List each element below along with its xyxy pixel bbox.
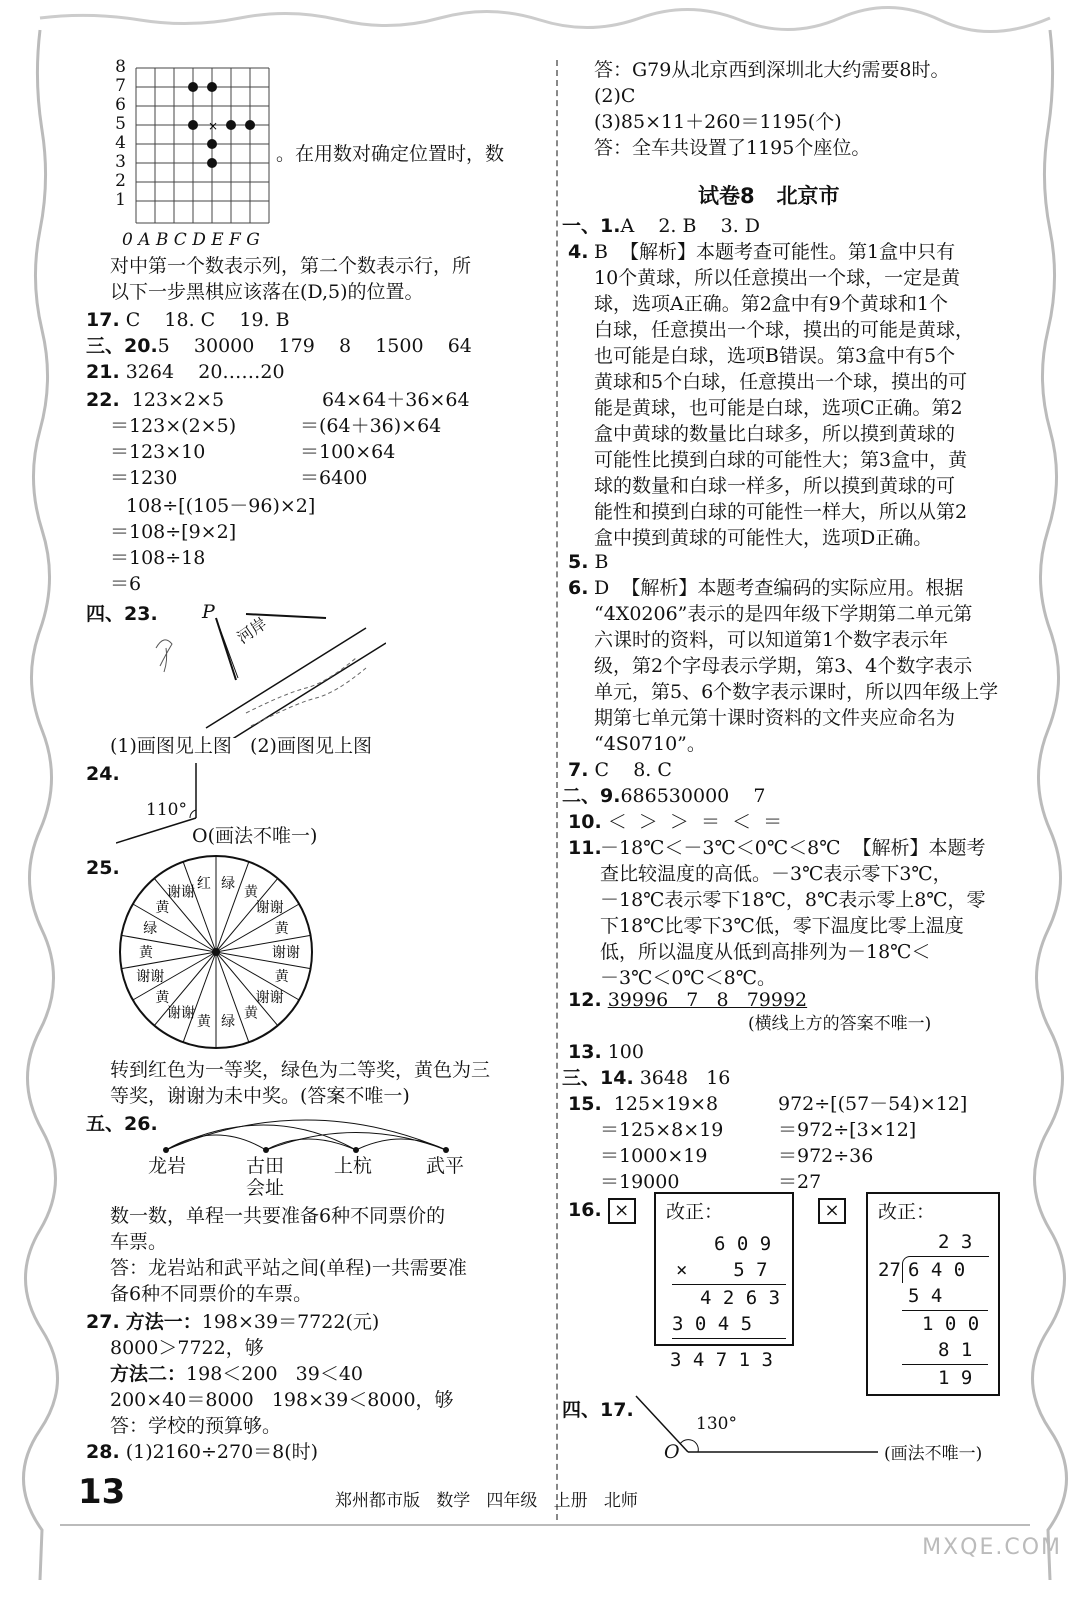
grid-row-labels [112, 58, 126, 210]
answer-text: (1)画图见上图 (2)画图见上图 [110, 735, 372, 757]
wheel-label: 黄 [274, 968, 289, 985]
digits: 3 0 4 5 [672, 1313, 753, 1335]
black-stone [207, 82, 217, 92]
calc: 123×2×5 [131, 389, 225, 411]
analysis-line: 白球，任意摸出一个球，摸出的可能是黄球， [594, 319, 975, 341]
black-stone [207, 139, 217, 149]
wheel-label: 谢谢 [167, 1005, 195, 1022]
wheel-label: 黄 [244, 884, 258, 901]
row-label: 6 [115, 95, 126, 115]
calc: ＝(64＋36)×64 [300, 415, 442, 437]
wrong-mark-box: × [818, 1198, 846, 1224]
wheel-label: 黄 [274, 921, 289, 938]
calc: ＝1230 [110, 467, 178, 489]
q-number: 四、23. [86, 603, 158, 625]
q-number: 13. [568, 1041, 602, 1063]
calc: ＝123×10 [110, 441, 206, 463]
analysis-line: 盒中摸到黄球的可能性大，选项D正确。 [594, 527, 933, 549]
calc: ＝100×64 [300, 441, 396, 463]
analysis-line: 六课时的资料，可以知道第1个数字表示年 [594, 629, 949, 651]
q-number: 一、1. [562, 215, 621, 237]
row-label: 3 [115, 152, 126, 172]
station-name: 武平 [426, 1155, 465, 1177]
digits: 1 0 0 [922, 1313, 980, 1335]
fix-label: 改正： [666, 1201, 724, 1223]
angle-origin: O(画法不唯一) [192, 825, 318, 847]
wheel-label: 谢谢 [272, 945, 300, 961]
black-stone [188, 120, 198, 130]
rule [672, 1284, 786, 1285]
answer-line: 答：龙岩站和武平站之间(单程)一共需要准 [110, 1257, 467, 1279]
answer-text: 5 30000 179 8 1500 64 [157, 335, 472, 357]
grid-col-labels: 0 A B C D E F G [122, 230, 260, 250]
river-diagram [146, 598, 386, 738]
calc: 972÷[(57－54)×12] [778, 1093, 968, 1115]
digits: 2 3 [938, 1231, 973, 1253]
q-number: 12. [568, 989, 602, 1011]
answer-line: 以下一步黑棋应该落在(D,5)的位置。 [110, 281, 424, 303]
wheel-label: 红 [196, 876, 211, 893]
analysis-line: 球的数量和白球一样多，所以摸到黄球的可 [594, 475, 956, 497]
fix-label: 改正： [878, 1201, 936, 1223]
station-name: 古田 [246, 1155, 285, 1177]
analysis-line: 下18℃比零下3℃低，零下温度比零上温度 [600, 915, 964, 937]
calc: ＝6400 [300, 467, 368, 489]
wheel-label: 黄 [244, 1005, 258, 1022]
wheel-label: 黄 [155, 900, 170, 917]
calc: 200×40＝8000 198×39＜8000，够 [110, 1389, 454, 1411]
angle-label: 130° [696, 1414, 737, 1434]
answer-text: 3264 20……20 [125, 361, 285, 383]
black-stone [245, 120, 255, 130]
q-number: 28. [86, 1441, 120, 1463]
answer-line: 答：学校的预算够。 [110, 1415, 282, 1437]
wheel-label: 绿 [143, 921, 158, 938]
analysis-line: 可能性比摸到白球的可能性大；第3盒中，黄 [594, 449, 968, 471]
digits: 3 4 7 1 3 [670, 1349, 773, 1371]
rule [902, 1364, 988, 1365]
digits: 5 4 [908, 1285, 943, 1307]
calc: 64×64＋36×64 [322, 389, 470, 411]
analysis-line: 球，选项A正确。第2盒中有9个黄球和1个 [594, 293, 948, 315]
digits: 6 0 9 [714, 1233, 772, 1255]
q-number: 17. [86, 309, 120, 331]
analysis-line: 盒中黄球的数量比白球多，所以摸到黄球的 [594, 423, 956, 445]
wheel-label: 谢谢 [167, 884, 195, 901]
q-number: 21. [86, 361, 120, 383]
wheel-label: 谢谢 [136, 968, 165, 985]
analysis-line: －3℃＜0℃＜8℃。 [600, 967, 777, 989]
analysis-line: 黄球和5个白球，任意摸出一个球，摸出的可 [594, 371, 968, 393]
wheel-label: 绿 [221, 876, 236, 893]
calc: ＝108÷18 [110, 547, 206, 569]
q-number: 24. [86, 763, 120, 785]
calc: ＝1000×19 [600, 1145, 708, 1167]
row-label: 5 [115, 114, 126, 134]
row-label: 4 [115, 133, 126, 153]
calc: 198×39＝7722(元) [201, 1311, 380, 1333]
q-number: 27. [86, 1311, 120, 1333]
q-number: 11. [568, 837, 602, 859]
q-number: 16. [568, 1199, 602, 1221]
calc: 198＜200 39＜40 [186, 1363, 364, 1385]
division-correction [866, 1192, 1000, 1396]
calc: (1)2160÷270＝8(时) [125, 1441, 319, 1463]
answer-text: A 2. B 3. D [620, 215, 761, 237]
answer-line: 转到红色为一等奖，绿色为二等奖，黄色为三 [110, 1059, 491, 1081]
answer-line: (3)85×11＋260＝1195(个) [594, 111, 842, 133]
station-arcs [146, 1110, 476, 1160]
grid-explain: 。在用数对确定位置时，数 [276, 143, 505, 165]
wheel-label: 谢谢 [255, 900, 284, 917]
rule [902, 1310, 988, 1311]
station-name: 上杭 [334, 1155, 373, 1177]
chessboard-grid [126, 58, 276, 233]
digits: 1 9 [938, 1367, 973, 1389]
q-number: 6. [568, 577, 589, 599]
calc: 108÷[(105－96)×2] [126, 495, 316, 517]
answer-line: 等奖，谢谢为未中奖。(答案不唯一) [110, 1085, 410, 1107]
wheel-label: 绿 [221, 1013, 236, 1030]
answer-line: 备6种不同票价的车票。 [110, 1283, 313, 1305]
section-title: 试卷8 北京市 [698, 184, 840, 208]
multiplication-correction [654, 1192, 794, 1346]
calc: 8000＞7722，够 [110, 1337, 264, 1359]
q-number: 四、17. [562, 1399, 634, 1421]
footer-text: 郑州都市版 数学 四年级 上册 北师 [335, 1491, 638, 1511]
answer-text: 3648 16 [639, 1067, 731, 1089]
analysis-line: B 【解析】本题考查可能性。第1盒中只有 [594, 241, 956, 263]
calc: ＝6 [110, 573, 142, 595]
analysis-line: －18℃＜－3℃＜0℃＜8℃ 【解析】本题考 [600, 837, 986, 859]
target-x-mark: × [208, 119, 219, 133]
black-stone [207, 158, 217, 168]
answer-line: 数一数，单程一共要准备6种不同票价的 [110, 1205, 446, 1227]
calc: 125×19×8 [613, 1093, 719, 1115]
analysis-line: －18℃表示零下18℃，8℃表示零上8℃，零 [600, 889, 986, 911]
person-icon [156, 640, 172, 672]
calc: ＝27 [778, 1171, 822, 1193]
method-label: 方法一： [125, 1311, 202, 1333]
answer-text: C 18. C 19. B [125, 309, 290, 331]
row-label: 1 [115, 190, 126, 210]
q-number: 25. [86, 857, 120, 879]
page-number: 13 [78, 1472, 126, 1512]
answer-text: ＜ ＞ ＞ ＝ ＜ ＝ [607, 811, 783, 833]
q-number: 22. [86, 389, 120, 411]
analysis-line: 能性和摸到白球的可能性一样大，所以从第2 [594, 501, 968, 523]
q-number: 三、20. [86, 335, 158, 357]
calc: ＝19000 [600, 1171, 680, 1193]
point-p: P [202, 601, 215, 623]
answer-text: B [594, 551, 609, 573]
black-stone [226, 120, 236, 130]
analysis-line: 低，所以温度从低到高排列为－18℃＜ [600, 941, 931, 963]
analysis-line: 10个黄球，所以任意摸出一个球，一定是黄 [594, 267, 961, 289]
spinner-wheel [116, 852, 316, 1052]
calc: ＝123×(2×5) [110, 415, 237, 437]
analysis-line: “4X0206”表示的是四年级下学期第二单元第 [594, 603, 973, 625]
analysis-line: 也可能是白球，选项B错误。第3盒中有5个 [594, 345, 956, 367]
station-sub: 会址 [246, 1177, 285, 1199]
answer-line: 车票。 [110, 1231, 168, 1253]
method-label: 方法二： [110, 1363, 187, 1385]
angle-origin: O [664, 1441, 680, 1463]
analysis-line: 级，第2个字母表示学期，第3、4个数字表示 [594, 655, 973, 677]
black-stone [188, 82, 198, 92]
column-divider [556, 60, 558, 1520]
answer-text: C 8. C [594, 759, 672, 781]
digits: 27 [878, 1259, 901, 1281]
q-number: 7. [568, 759, 589, 781]
answer-line: 对中第一个数表示列，第二个数表示行，所 [110, 255, 472, 277]
q-number: 5. [568, 551, 589, 573]
digits: × 5 7 [676, 1259, 768, 1281]
wheel-label: 黄 [196, 1013, 211, 1030]
analysis-line: 能是黄球，也可能是白球，选项C正确。第2 [594, 397, 963, 419]
angle-label: 110° [146, 800, 187, 820]
analysis-line: 查比较温度的高低。－3℃表示零下3℃， [600, 863, 952, 885]
answer-line: (2)C [594, 85, 636, 107]
calc: ＝972÷36 [778, 1145, 874, 1167]
calc: ＝108÷[9×2] [110, 521, 237, 543]
answer-text: 39996 7 8 79992 [607, 989, 808, 1011]
digits: 6 4 0 [908, 1259, 966, 1281]
calc: ＝125×8×19 [600, 1119, 724, 1141]
answer-line: 答：G79从北京西到深圳北大约需要8时。 [594, 59, 950, 81]
analysis-line: D 【解析】本题考查编码的实际应用。根据 [594, 577, 964, 599]
analysis-line: 期第七单元第十课时资料的文件夹应命名为 [594, 707, 956, 729]
answer-text: 686530000 7 [620, 785, 766, 807]
river-label: 河岸 [233, 613, 271, 648]
row-label: 8 [115, 57, 126, 77]
note: (横线上方的答案不唯一) [748, 1014, 932, 1034]
q-number: 二、9. [562, 785, 621, 807]
wrong-mark-box: × [608, 1198, 636, 1224]
note: (画法不唯一) [884, 1444, 983, 1464]
calc: ＝972÷[3×12] [778, 1119, 917, 1141]
digits: 8 1 [938, 1339, 973, 1361]
q-number: 15. [568, 1093, 602, 1115]
station-name: 龙岩 [148, 1155, 187, 1177]
analysis-line: 单元，第5、6个数字表示课时，所以四年级上学 [594, 681, 999, 703]
q-number: 10. [568, 811, 602, 833]
q-number: 三、14. [562, 1067, 634, 1089]
q-number: 五、26. [86, 1113, 158, 1135]
q-number: 4. [568, 241, 589, 263]
row-label: 2 [115, 171, 126, 191]
answer-line: 答：全车共设置了1195个座位。 [594, 137, 871, 159]
answer-text: 100 [607, 1041, 644, 1063]
wheel-label: 黄 [139, 945, 153, 961]
digits: 4 2 6 3 [700, 1287, 781, 1309]
row-label: 7 [115, 76, 126, 96]
analysis-line: “4S0710”。 [594, 733, 706, 755]
watermark: MXQE.COM [922, 1535, 1062, 1560]
wheel-label: 谢谢 [255, 989, 284, 1006]
rule [672, 1338, 786, 1339]
wheel-label: 黄 [155, 989, 170, 1006]
